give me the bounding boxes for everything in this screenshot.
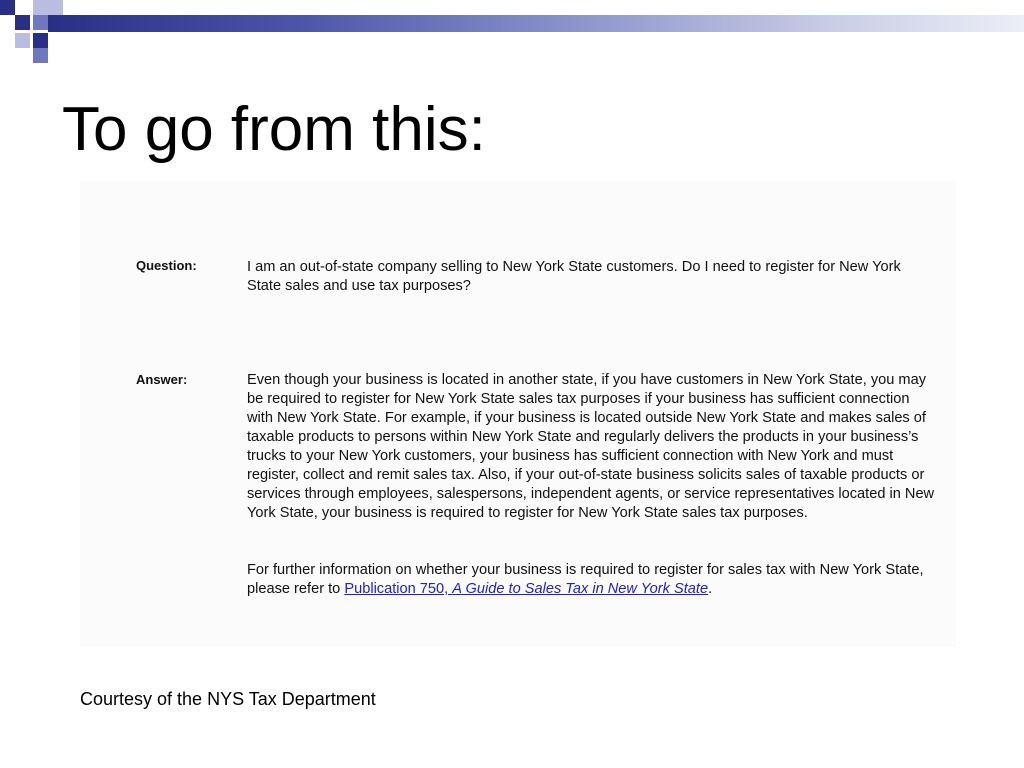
answer-paragraph-2 [247,561,937,599]
answer-paragraph-1: Even though your business is located in another state, if you have customers in New York State, you may be required to register for New York State sales tax purposes if your business has sufficient connection with New York State. For example, if your business is located outside New York State and makes sales of taxable products to persons within New York State and regularly delivers the products in your business’s trucks to your New York customers, your business has sufficient connection with New York and must register, collect and remit sales tax. Also, if your out-of-state business solicits sales of taxable products or services through employees, salespersons, independent agents, or service representatives located in New York State, your business is required to register for New York State sales tax purposes. [247,372,935,521]
answer-label: Answer: [136,372,188,387]
header-gradient-bar [48,15,1024,32]
deco-square [0,0,15,15]
deco-square [15,15,30,30]
credit-text: Courtesy of the NYS Tax Department [80,689,376,709]
deco-square [15,0,30,15]
deco-square [15,33,30,48]
deco-square [33,33,48,48]
faq-screenshot [80,181,956,647]
deco-square [33,0,48,15]
answer-paragraph-2-prefix: For further information on whether your business is required to register for sales tax with New York State, please refer to [247,562,924,597]
question-label: Question: [136,258,197,273]
publication-750-link[interactable] [344,581,708,597]
deco-square [33,48,48,63]
slide-title: To go from this: [62,95,486,164]
header-decoration [0,0,1024,64]
question-text: I am an out-of-state company selling to New York State customers. Do I need to register for New York State sales and use tax purposes? [247,259,901,294]
link-publication: Publication 750, [344,581,453,597]
answer-paragraph-2-suffix: . [708,581,713,597]
deco-square [48,0,63,15]
deco-square [33,15,48,30]
link-title: A Guide to Sales Tax in New York State [452,581,709,597]
